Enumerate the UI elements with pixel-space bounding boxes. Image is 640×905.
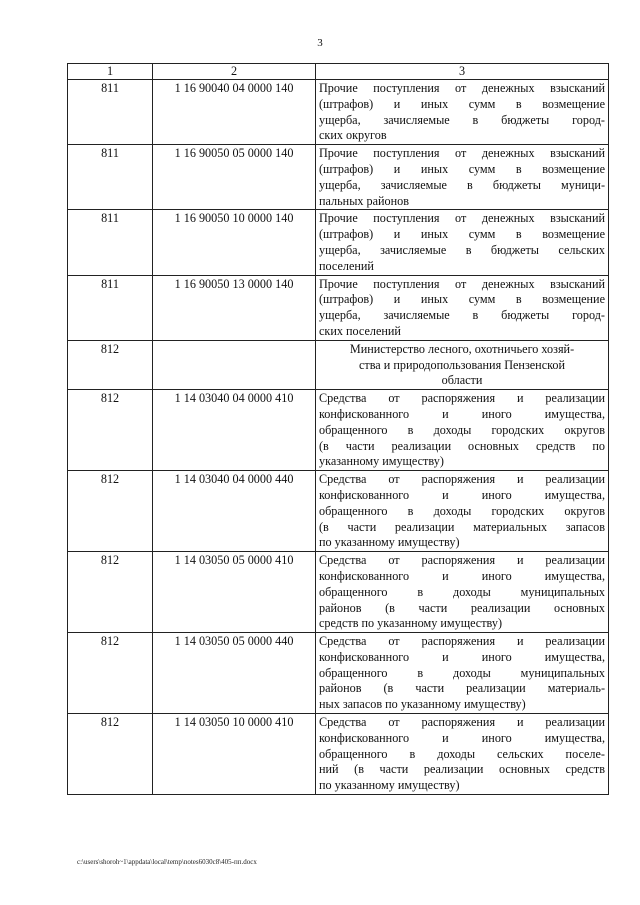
description-line: области (441, 373, 483, 388)
description-line: обращенного в доходы городских округов (319, 503, 605, 518)
description-line: поселений (319, 258, 374, 273)
description-line: (штрафов) и иных сумм в возмещение (319, 96, 605, 111)
description-line: (штрафов) и иных сумм в возмещение (319, 161, 605, 176)
administrator-code-cell: 811 (68, 275, 153, 340)
table-row (68, 714, 609, 795)
revenue-code-cell: 1 16 90050 13 0000 140 (153, 275, 316, 340)
table-row (68, 210, 609, 275)
description-line: обращенного в доходы сельских поселе- (319, 746, 605, 761)
revenue-description-cell (316, 714, 609, 795)
description-line: ских округов (319, 128, 387, 143)
revenue-description-cell (316, 210, 609, 275)
description-line: конфискованного и иного имущества, (319, 649, 605, 664)
description-line: районов (в части реализации материаль- (319, 681, 605, 696)
description-line: конфискованного и иного имущества, (319, 730, 605, 745)
description-line: (в части реализации материальных запасов (319, 519, 605, 534)
administrator-code-cell: 812 (68, 390, 153, 471)
description-line: пальных районов (319, 193, 410, 208)
column-header-2: 2 (153, 64, 316, 80)
description-line: Средства от распоряжения и реализации (319, 634, 605, 649)
administrator-code-cell: 812 (68, 340, 153, 389)
description-line: Средства от распоряжения и реализации (319, 391, 605, 406)
revenue-description-cell (316, 471, 609, 552)
description-line: (штрафов) и иных сумм в возмещение (319, 227, 605, 242)
administrator-code-cell: 812 (68, 471, 153, 552)
description-line: районов (в части реализации основных (319, 600, 605, 615)
table-row (68, 275, 609, 340)
description-line: конфискованного и иного имущества, (319, 487, 605, 502)
description-line: ства и природопользования Пензенской (358, 357, 566, 372)
description-line: обращенного в доходы муниципальных (319, 665, 605, 680)
revenue-description-cell (316, 275, 609, 340)
table-row (68, 471, 609, 552)
description-line: Министерство лесного, охотничьего хозяй- (349, 341, 575, 356)
table-row (68, 145, 609, 210)
description-line: обращенного в доходы муниципальных (319, 584, 605, 599)
revenue-code-cell: 1 14 03040 04 0000 440 (153, 471, 316, 552)
description-line: ных запасов по указанному имуществу) (319, 697, 526, 712)
description-line: Средства от распоряжения и реализации (319, 715, 605, 730)
description-line: конфискованного и иного имущества, (319, 406, 605, 421)
revenue-code-cell: 1 16 90040 04 0000 140 (153, 80, 316, 145)
column-header-1: 1 (68, 64, 153, 80)
description-line: (штрафов) и иных сумм в возмещение (319, 292, 605, 307)
revenue-code-cell: 1 16 90050 10 0000 140 (153, 210, 316, 275)
column-header-3: 3 (316, 64, 609, 80)
revenue-description-cell (316, 80, 609, 145)
description-line: Прочие поступления от денежных взысканий (319, 276, 605, 291)
description-line: конфискованного и иного имущества, (319, 568, 605, 583)
description-line: по указанному имуществу) (319, 535, 460, 550)
description-line: ских поселений (319, 323, 401, 338)
revenue-description-cell (316, 145, 609, 210)
description-line: указанному имуществу) (319, 454, 444, 469)
revenue-description-cell (316, 633, 609, 714)
table-header-row (68, 64, 609, 80)
revenue-code-cell: 1 14 03040 04 0000 410 (153, 390, 316, 471)
page-number: 3 (317, 37, 323, 49)
description-line: ущерба, зачисляемые в бюджеты город- (319, 112, 605, 127)
description-line: Средства от распоряжения и реализации (319, 472, 605, 487)
description-line: ущерба, зачисляемые в бюджеты муници- (319, 177, 605, 192)
description-line: (в части реализации основных средств по (319, 438, 605, 453)
revenue-code-cell (153, 340, 316, 389)
administrator-code-cell: 812 (68, 714, 153, 795)
table-row (68, 390, 609, 471)
administrator-code-cell: 811 (68, 80, 153, 145)
description-line: ущерба, зачисляемые в бюджеты город- (319, 308, 605, 323)
revenue-description-cell (316, 552, 609, 633)
table-row (68, 552, 609, 633)
administrator-code-cell: 812 (68, 552, 153, 633)
description-line: средств по указанному имуществу) (319, 616, 503, 631)
description-line: по указанному имуществу) (319, 778, 460, 793)
budget-classification-table (67, 63, 609, 795)
description-line: обращенного в доходы городских округов (319, 422, 605, 437)
description-line: Прочие поступления от денежных взысканий (319, 146, 605, 161)
revenue-code-cell: 1 16 90050 05 0000 140 (153, 145, 316, 210)
revenue-code-cell: 1 14 03050 05 0000 440 (153, 633, 316, 714)
description-line: Средства от распоряжения и реализации (319, 553, 605, 568)
revenue-code-cell: 1 14 03050 05 0000 410 (153, 552, 316, 633)
administrator-code-cell: 811 (68, 210, 153, 275)
document-file-path: c:\users\shoroh~1\appdata\local\temp\notes6030c8\405-пп.docx (77, 858, 257, 866)
revenue-description-cell (316, 340, 609, 389)
administrator-code-cell: 812 (68, 633, 153, 714)
table-row (68, 340, 609, 389)
description-line: Прочие поступления от денежных взысканий (319, 81, 605, 95)
revenue-description-cell (316, 390, 609, 471)
table-body (68, 80, 609, 795)
revenue-code-cell: 1 14 03050 10 0000 410 (153, 714, 316, 795)
table-row (68, 80, 609, 145)
administrator-code-cell: 811 (68, 145, 153, 210)
description-line: ущерба, зачисляемые в бюджеты сельских (319, 242, 605, 257)
description-line: ний (в части реализации основных средств (319, 762, 605, 777)
description-line: Прочие поступления от денежных взысканий (319, 211, 605, 226)
table-row (68, 633, 609, 714)
